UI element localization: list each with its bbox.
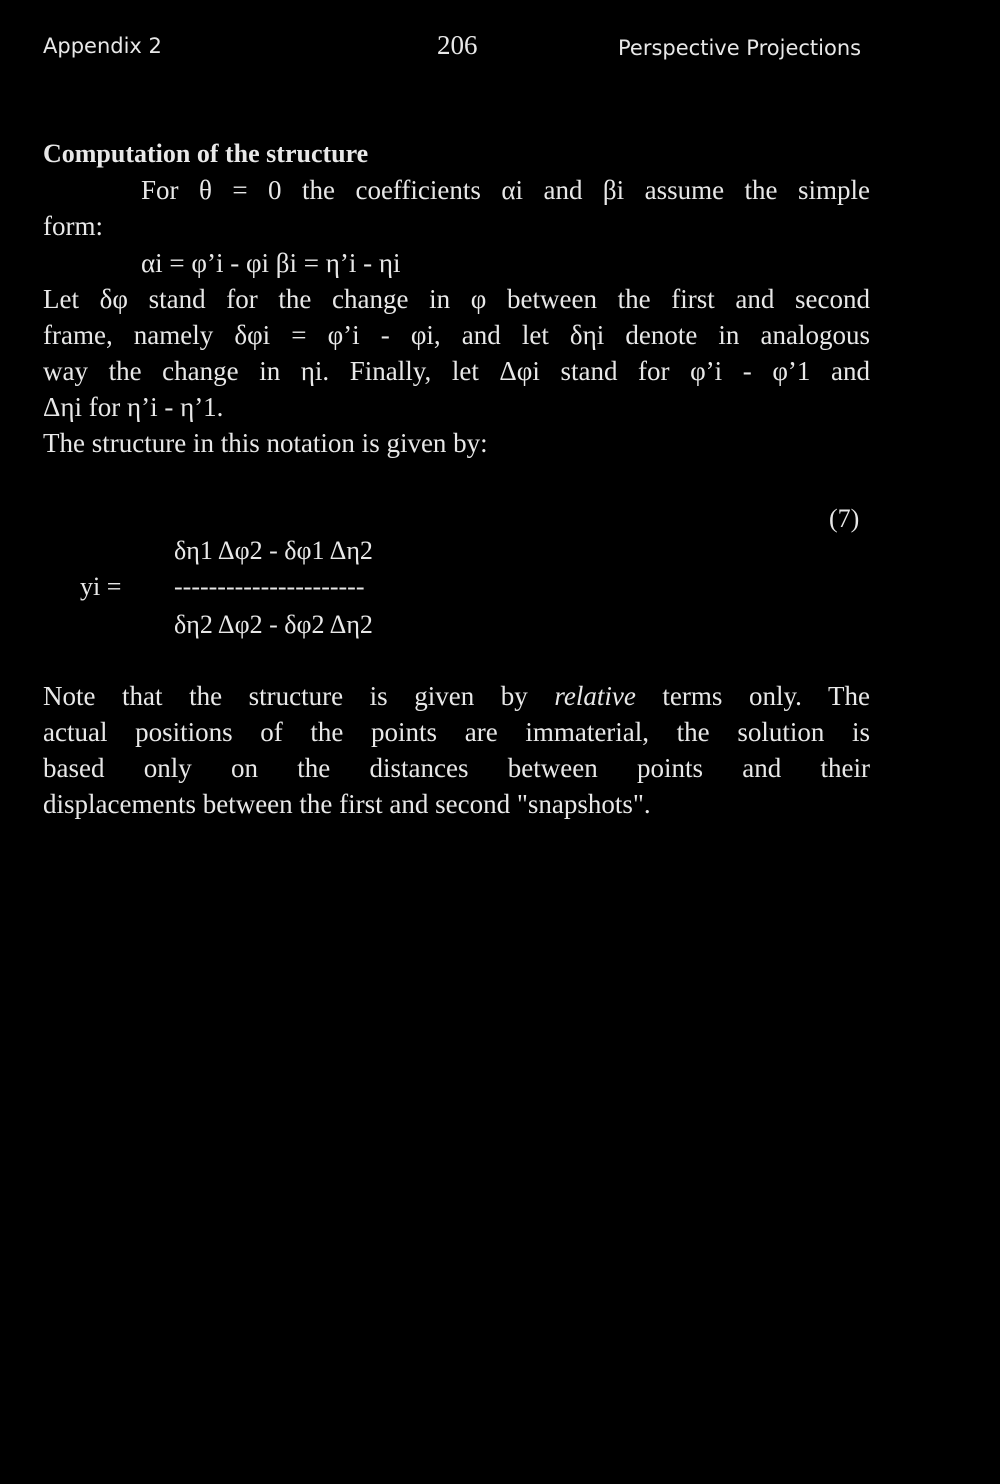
para2-line4: Δηi for η’i - η’1. [43,392,224,422]
coefficient-equation: αi = φ’i - φi βi = η’i - ηi [141,248,401,278]
emphasis-relative: relative [554,681,636,711]
formula-lhs: yi = [80,572,122,601]
equation-number: (7) [829,504,860,533]
fraction-bar: ---------------------- [174,572,365,601]
para4-line1-pre: Note that the structure is given by [43,681,555,711]
para1-line1: For θ = 0 the coefficients αi and βi assume the simple [141,175,870,205]
structure-formula [0,500,1000,650]
paragraph-note [43,678,870,822]
para2-line2: frame, namely δφi = φ’i - φi, and let δηi denote in analogous [43,320,870,350]
formula-denominator: δη2 Δφ2 - δφ2 Δη2 [174,610,373,639]
paragraph-definitions [43,281,870,425]
para4-line3: based only on the distances between points and their [43,753,870,783]
header-right: Perspective Projections [618,36,862,60]
para1-line2: form: [43,211,103,241]
running-header [0,30,1000,66]
para2-line1: Let δφ stand for the change in φ between the first and second [43,284,870,314]
paragraph-structure-intro: The structure in this notation is given by: [43,428,488,458]
section-heading: Computation of the structure [43,139,369,168]
formula-numerator: δη1 Δφ2 - δφ1 Δη2 [174,536,373,565]
para4-line2: actual positions of the points are immaterial, the solution is [43,717,870,747]
page-number: 206 [437,30,478,60]
paragraph-intro [43,172,870,244]
para4-line1 [43,678,870,714]
para2-line3: way the change in ηi. Finally, let Δφi stand for φ’i - φ’1 and [43,356,870,386]
para4-line4: displacements between the first and second "snapshots". [43,789,651,819]
header-left: Appendix 2 [43,34,162,58]
para4-line1-post: terms only. The [635,681,870,711]
